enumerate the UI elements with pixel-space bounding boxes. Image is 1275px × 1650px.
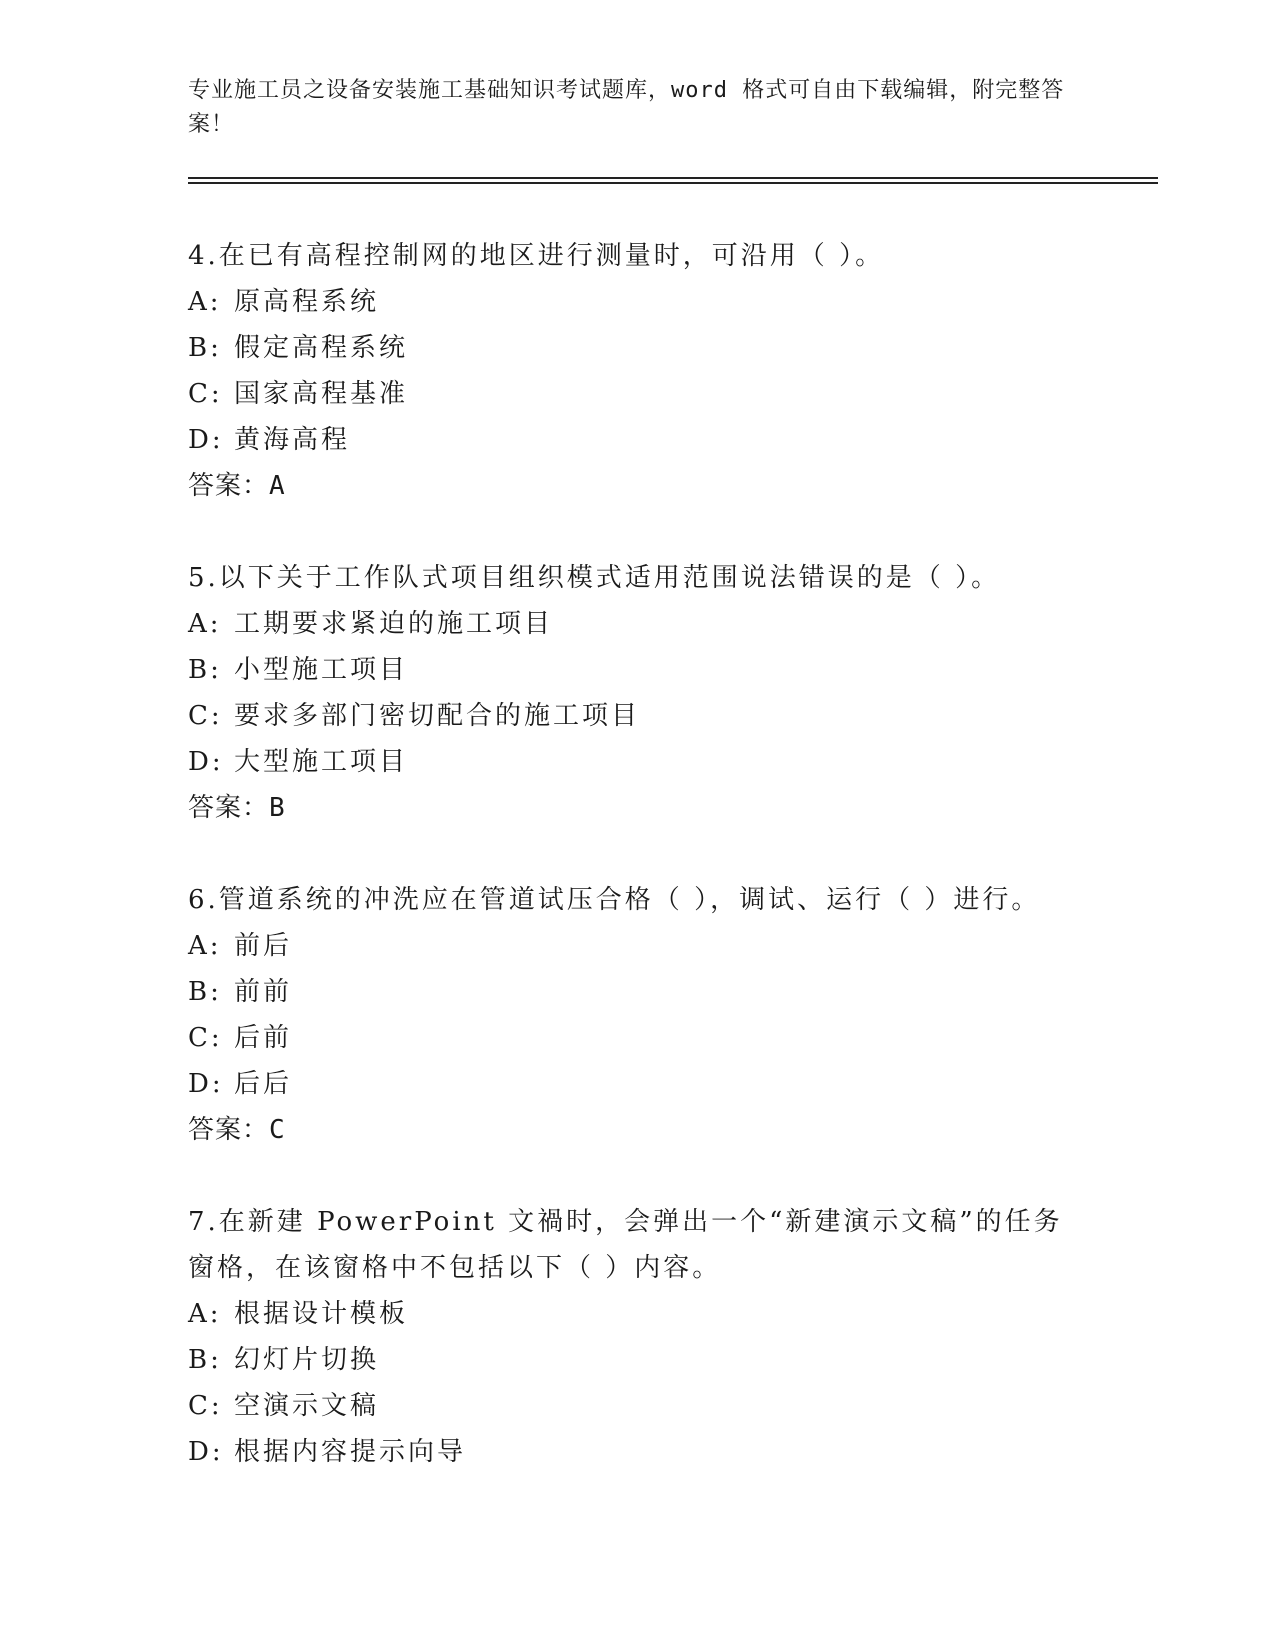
- option-d: [188, 739, 1088, 785]
- option-letter: B:: [188, 977, 222, 1007]
- option-text: 根据设计模板: [234, 1299, 409, 1329]
- option-d: [188, 1429, 1088, 1475]
- option-text: 前前: [234, 977, 293, 1007]
- option-letter: A:: [188, 1299, 222, 1329]
- question-6: [188, 877, 1088, 1153]
- answer: 答案：A: [188, 471, 286, 501]
- option-b: [188, 325, 1088, 371]
- option-letter: A:: [188, 287, 222, 317]
- option-letter: C:: [188, 1391, 223, 1421]
- option-text: 小型施工项目: [234, 655, 409, 685]
- option-text: 要求多部门密切配合的施工项目: [234, 701, 641, 731]
- option-letter: C:: [188, 1023, 223, 1053]
- option-letter: D:: [188, 1069, 224, 1099]
- question-5: [188, 555, 1088, 831]
- option-letter: B:: [188, 333, 222, 363]
- option-c: [188, 693, 1088, 739]
- option-letter: C:: [188, 379, 223, 409]
- option-letter: D:: [188, 1437, 224, 1467]
- question-text: 5.以下关于工作队式项目组织模式适用范围说法错误的是（ ）。: [188, 563, 1001, 593]
- option-text: 前后: [234, 931, 293, 961]
- option-b: [188, 647, 1088, 693]
- option-letter: A:: [188, 931, 222, 961]
- question-7: [188, 1199, 1088, 1475]
- option-letter: A:: [188, 609, 222, 639]
- document-header: 专业施工员之设备安装施工基础知识考试题库，word 格式可自由下载编辑，附完整答案！: [188, 78, 1065, 137]
- option-c: [188, 1383, 1088, 1429]
- option-b: [188, 1337, 1088, 1383]
- option-a: [188, 279, 1088, 325]
- option-a: [188, 1291, 1088, 1337]
- question-text: 6.管道系统的冲洗应在管道试压合格（ ），调试、运行（ ）进行。: [188, 885, 1041, 915]
- question-text: 4.在已有高程控制网的地区进行测量时，可沿用（ ）。: [188, 241, 885, 271]
- header-divider-top: [188, 177, 1158, 179]
- option-letter: D:: [188, 425, 224, 455]
- answer: 答案：C: [188, 1115, 286, 1145]
- option-text: 原高程系统: [234, 287, 380, 317]
- option-letter: C:: [188, 701, 223, 731]
- option-b: [188, 969, 1088, 1015]
- option-c: [188, 371, 1088, 417]
- option-letter: B:: [188, 1345, 222, 1375]
- option-a: [188, 923, 1088, 969]
- question-4: [188, 233, 1088, 509]
- option-c: [188, 1015, 1088, 1061]
- header-divider-bottom: [188, 182, 1158, 184]
- option-a: [188, 601, 1088, 647]
- option-text: 假定高程系统: [234, 333, 409, 363]
- question-text: 7.在新建 PowerPoint 文禍时，会弹出一个“新建演示文稿”的任务窗格，在该窗格中不包括以下（ ）内容。: [188, 1207, 1063, 1283]
- option-text: 根据内容提示向导: [234, 1437, 467, 1467]
- option-text: 工期要求紧迫的施工项目: [234, 609, 554, 639]
- option-text: 后前: [234, 1023, 293, 1053]
- option-text: 黄海高程: [234, 425, 351, 455]
- answer: 答案：B: [188, 793, 286, 823]
- option-text: 大型施工项目: [234, 747, 409, 777]
- option-text: 国家高程基准: [234, 379, 409, 409]
- option-letter: B:: [188, 655, 222, 685]
- option-d: [188, 417, 1088, 463]
- option-text: 空演示文稿: [234, 1391, 380, 1421]
- option-text: 后后: [234, 1069, 293, 1099]
- option-letter: D:: [188, 747, 224, 777]
- option-d: [188, 1061, 1088, 1107]
- option-text: 幻灯片切换: [234, 1345, 380, 1375]
